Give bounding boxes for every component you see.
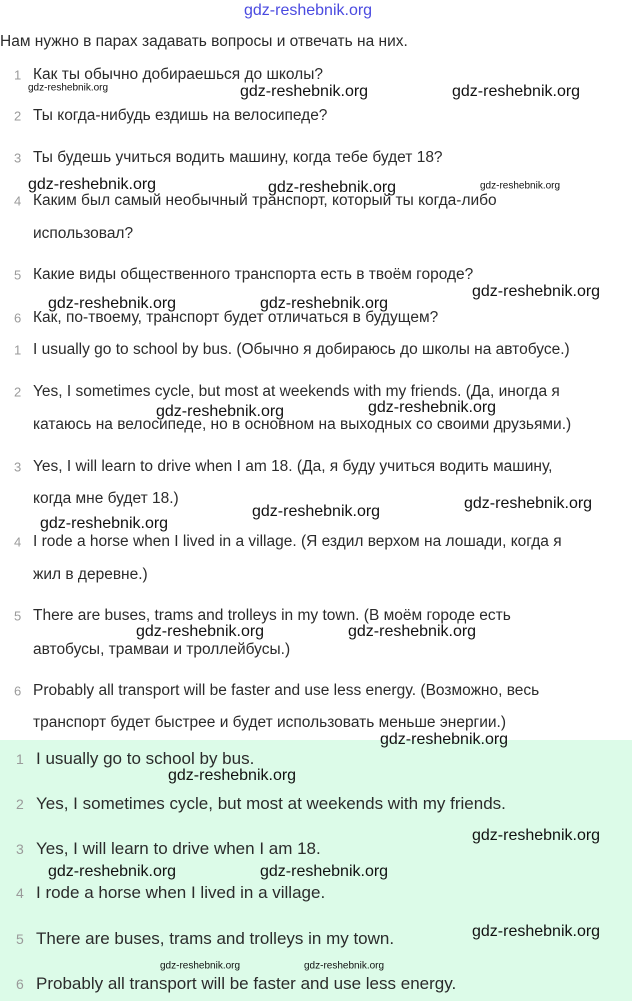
answer-text: There are buses, trams and trolleys in my town.	[36, 929, 395, 948]
watermark: gdz-reshebnik.org	[260, 295, 389, 312]
answer-translated-text: транспорт будет быстрее и будет использовать меньше энергии.)	[33, 714, 506, 731]
question-text: Каким был самый необычный транспорт, который ты когда-либо	[33, 192, 497, 209]
watermark: gdz-reshebnik.org	[472, 283, 601, 300]
answer-number: 1	[16, 751, 24, 767]
watermark: gdz-reshebnik.org	[348, 623, 477, 640]
answer-translated-text: автобусы, трамваи и троллейбусы.)	[33, 641, 291, 658]
answer-translated-text: I rode a horse when I lived in a village. (Я ездил верхом на лошади, когда я	[33, 533, 562, 550]
watermark: gdz-reshebnik.org	[240, 83, 369, 100]
answer-text: I rode a horse when I lived in a village.	[36, 883, 326, 902]
watermark: gdz-reshebnik.org	[472, 827, 601, 844]
question-number: 6	[14, 310, 22, 326]
watermark: gdz-reshebnik.org	[452, 83, 581, 100]
answer-translated-text: I usually go to school by bus. (Обычно я добираюсь до школы на автобусе.)	[33, 341, 570, 358]
question-number: 2	[14, 108, 22, 124]
answer-translated-text: катаюсь на велосипеде, но в основном на выходных со своими друзьями.)	[33, 416, 572, 433]
question-text: Ты когда-нибудь ездишь на велосипеде?	[33, 107, 328, 124]
answer-translated-number: 2	[14, 384, 22, 400]
watermark: gdz-reshebnik.org	[48, 295, 177, 312]
watermark: gdz-reshebnik.org	[304, 960, 385, 972]
watermark: gdz-reshebnik.org	[160, 960, 241, 972]
answer-translated-text: Yes, I sometimes cycle, but most at weekends with my friends. (Да, иногда я	[33, 383, 560, 400]
answer-number: 6	[16, 976, 24, 992]
watermark-top: gdz-reshebnik.org	[244, 2, 373, 19]
question-number: 5	[14, 267, 22, 283]
answer-translated-number: 5	[14, 608, 22, 624]
answer-text: Probably all transport will be faster and use less energy.	[36, 974, 457, 993]
answer-translated-number: 6	[14, 683, 22, 699]
question-text: Как, по-твоему, транспорт будет отличаться в будущем?	[33, 309, 439, 326]
watermark: gdz-reshebnik.org	[260, 863, 389, 880]
question-text: Как ты обычно добираешься до школы?	[33, 66, 323, 83]
watermark: gdz-reshebnik.org	[40, 515, 169, 532]
answer-text: Yes, I will learn to drive when I am 18.	[36, 839, 321, 858]
watermark: gdz-reshebnik.org	[136, 623, 265, 640]
watermark: gdz-reshebnik.org	[156, 403, 285, 420]
answer-translated-text: There are buses, trams and trolleys in my town. (В моём городе есть	[33, 607, 511, 624]
answer-translated-text: жил в деревне.)	[33, 566, 148, 583]
question-text: использовал?	[33, 225, 134, 242]
question-number: 1	[14, 67, 22, 83]
answer-translated-number: 1	[14, 342, 22, 358]
task-heading: Нам нужно в парах задавать вопросы и отвечать на них.	[0, 33, 408, 50]
answer-number: 3	[16, 841, 24, 857]
answer-translated-text: Probably all transport will be faster and use less energy. (Возможно, весь	[33, 682, 540, 699]
watermark: gdz-reshebnik.org	[252, 503, 381, 520]
answer-translated-text: Yes, I will learn to drive when I am 18. (Да, я буду учиться водить машину,	[33, 458, 553, 475]
question-text: Ты будешь учиться водить машину, когда тебе будет 18?	[33, 149, 443, 166]
answer-translated-number: 3	[14, 459, 22, 475]
answer-text: I usually go to school by bus.	[36, 749, 255, 768]
question-number: 3	[14, 150, 22, 166]
watermark: gdz-reshebnik.org	[380, 731, 509, 748]
answer-translated-text: когда мне будет 18.)	[33, 490, 179, 507]
watermark: gdz-reshebnik.org	[48, 863, 177, 880]
answer-number: 5	[16, 931, 24, 947]
watermark: gdz-reshebnik.org	[472, 923, 601, 940]
watermark: gdz-reshebnik.org	[268, 179, 397, 196]
watermark: gdz-reshebnik.org	[368, 399, 497, 416]
watermark: gdz-reshebnik.org	[28, 82, 109, 94]
watermark: gdz-reshebnik.org	[480, 180, 561, 192]
answer-translated-number: 4	[14, 534, 22, 550]
question-number: 4	[14, 193, 22, 209]
question-text: Какие виды общественного транспорта есть в твоём городе?	[33, 266, 474, 283]
answer-number: 4	[16, 885, 24, 901]
watermark: gdz-reshebnik.org	[168, 767, 297, 784]
answer-text: Yes, I sometimes cycle, but most at weekends with my friends.	[36, 794, 506, 813]
watermark: gdz-reshebnik.org	[464, 495, 593, 512]
answer-number: 2	[16, 796, 24, 812]
watermark: gdz-reshebnik.org	[28, 176, 157, 193]
